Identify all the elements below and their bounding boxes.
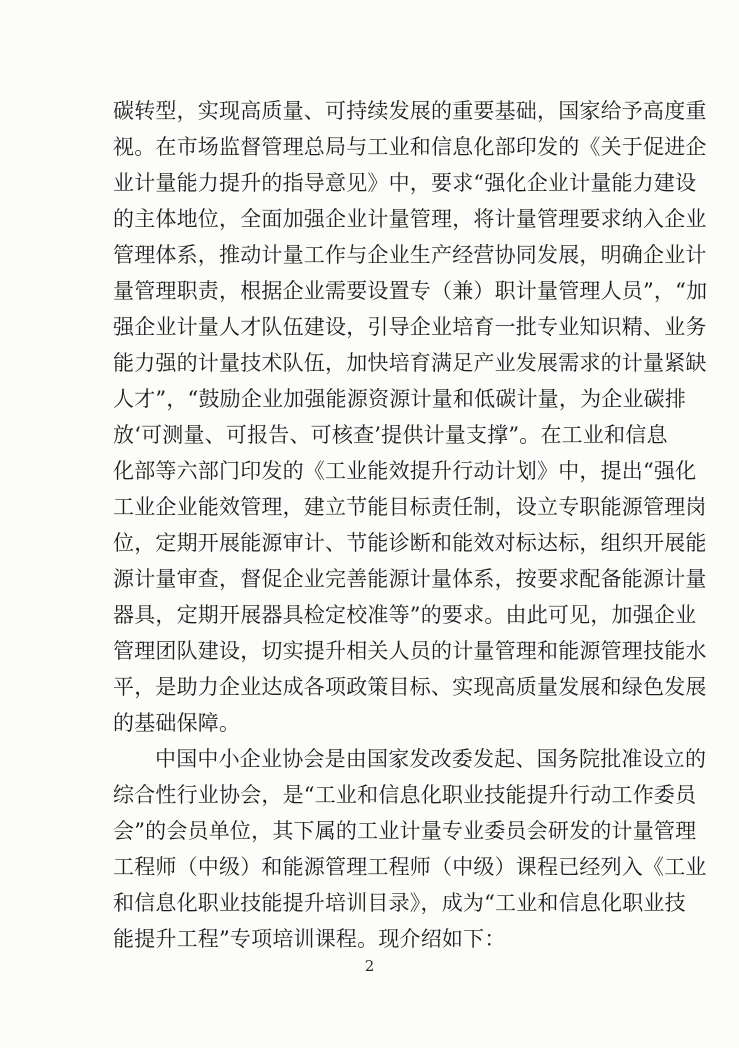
paragraph-line: 的基础保障。 — [113, 711, 241, 735]
paragraph-line-indented: 中国中小企业协会是由国家发改委发起、国务院批准设立的 — [155, 747, 707, 771]
paragraph-line: 工程师（中级）和能源管理工程师（中级）课程已经列入《工业 — [113, 855, 707, 879]
paragraph-line: 业计量能力提升的指导意见》中，要求“强化企业计量能力建设 — [113, 171, 697, 195]
paragraph-line: 放‘可测量、可报告、可核查’提供计量支撑”。在工业和信息 — [113, 423, 668, 447]
paragraph-line: 强企业计量人才队伍建设，引导企业培育一批专业知识精、业务 — [113, 315, 707, 339]
paragraph-line: 人才”，“鼓励企业加强能源资源计量和低碳计量，为企业碳排 — [113, 387, 687, 411]
paragraph-line: 碳转型，实现高质量、可持续发展的重要基础，国家给予高度重 — [113, 99, 707, 123]
paragraph-line: 量管理职责，根据企业需要设置专（兼）职计量管理人员”，“加 — [113, 279, 708, 303]
paragraph-line: 的主体地位，全面加强企业计量管理，将计量管理要求纳入企业 — [113, 207, 707, 231]
paragraph-line: 和信息化职业技能提升培训目录》，成为“工业和信息化职业技 — [113, 891, 686, 915]
paragraph-line: 综合性行业协会，是“工业和信息化职业技能提升行动工作委员 — [113, 783, 697, 807]
page-number: 2 — [364, 957, 375, 975]
paragraph-line: 管理体系，推动计量工作与企业生产经营协同发展，明确企业计 — [113, 243, 707, 267]
paragraph-line: 管理团队建设，切实提升相关人员的计量管理和能源管理技能水 — [113, 639, 707, 663]
paragraph-line: 化部等六部门印发的《工业能效提升行动计划》中，提出“强化 — [113, 459, 697, 483]
paragraph-line: 能力强的计量技术队伍，加快培育满足产业发展需求的计量紧缺 — [113, 351, 707, 375]
paragraph-line: 能提升工程”专项培训课程。现介绍如下： — [113, 927, 506, 951]
paragraph-line: 平，是助力企业达成各项政策目标、实现高质量发展和绿色发展 — [113, 675, 707, 699]
paragraph-line: 源计量审查，督促企业完善能源计量体系，按要求配备能源计量 — [113, 567, 707, 591]
paragraph-line: 位，定期开展能源审计、节能诊断和能效对标达标，组织开展能 — [113, 531, 707, 555]
paragraph-line: 工业企业能效管理，建立节能目标责任制，设立专职能源管理岗 — [113, 495, 707, 519]
paragraph-line: 会”的会员单位，其下属的工业计量专业委员会研发的计量管理 — [113, 819, 697, 843]
paragraph-line: 视。在市场监督管理总局与工业和信息化部印发的《关于促进企 — [113, 135, 707, 159]
paragraph-line: 器具，定期开展器具检定校准等”的要求。由此可见，加强企业 — [113, 603, 697, 627]
